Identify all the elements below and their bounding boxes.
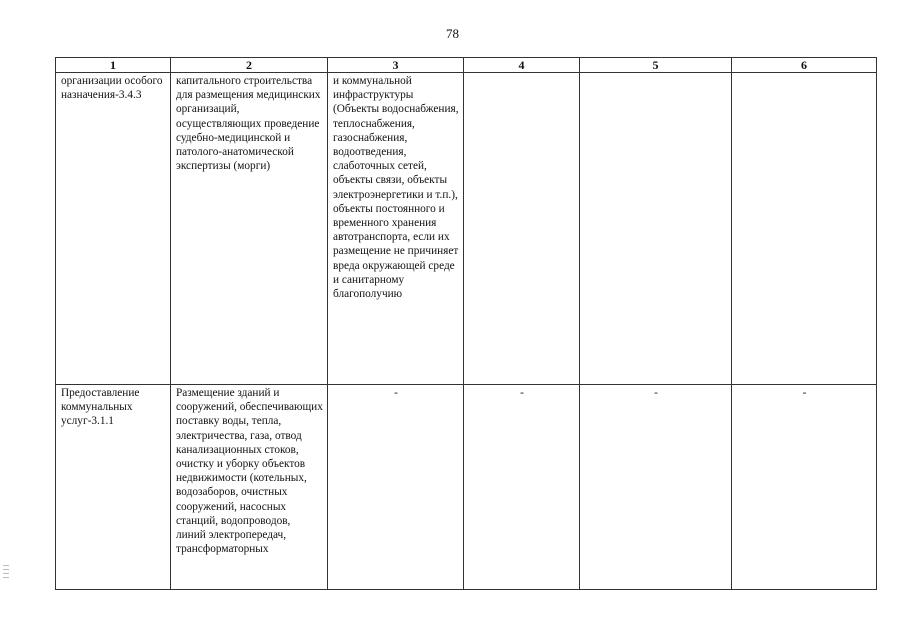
column-header: 3 bbox=[328, 58, 464, 73]
table-cell: - bbox=[580, 385, 732, 590]
table-cell: - bbox=[328, 385, 464, 590]
column-header: 4 bbox=[464, 58, 580, 73]
table-cell: организации особого назначения-3.4.3 bbox=[56, 73, 171, 385]
table-cell: - bbox=[732, 385, 877, 590]
table-cell bbox=[580, 73, 732, 385]
table-cell: Предоставление коммунальных услуг-3.1.1 bbox=[56, 385, 171, 590]
table-row bbox=[56, 385, 877, 590]
table-cell: - bbox=[464, 385, 580, 590]
scan-margin-mark bbox=[3, 565, 9, 581]
table-cell: и коммунальной инфраструктуры (Объекты водоснабжения, теплоснабжения, газоснабжения, водоотведения, слаботочных сетей, объекты связи, объекты электроэнергетики и т.п.), объекты постоянного и временного хранения автотранспорта, если их размещение не причиняет вреда окружающей среде и санитарному благополучию bbox=[328, 73, 464, 385]
table-cell bbox=[464, 73, 580, 385]
zoning-table bbox=[55, 57, 877, 590]
page-number: 78 bbox=[446, 26, 459, 41]
table-cell: Размещение зданий и сооружений, обеспечивающих поставку воды, тепла, электричества, газа, отвод канализационных стоков, очистку и уборку объектов недвижимости (котельных, водозаборов, очистных сооружений, насосных станций, водопроводов, линий электропередач, трансформаторных bbox=[171, 385, 328, 590]
table-cell: капитального строительства для размещения медицинских организаций, осуществляющих проведение судебно-медицинской и патолого-анатомической экспертизы (морги) bbox=[171, 73, 328, 385]
column-header: 6 bbox=[732, 58, 877, 73]
column-header: 1 bbox=[56, 58, 171, 73]
column-header: 5 bbox=[580, 58, 732, 73]
table-row bbox=[56, 73, 877, 385]
column-header: 2 bbox=[171, 58, 328, 73]
table-cell bbox=[732, 73, 877, 385]
table-header-row bbox=[56, 58, 877, 73]
